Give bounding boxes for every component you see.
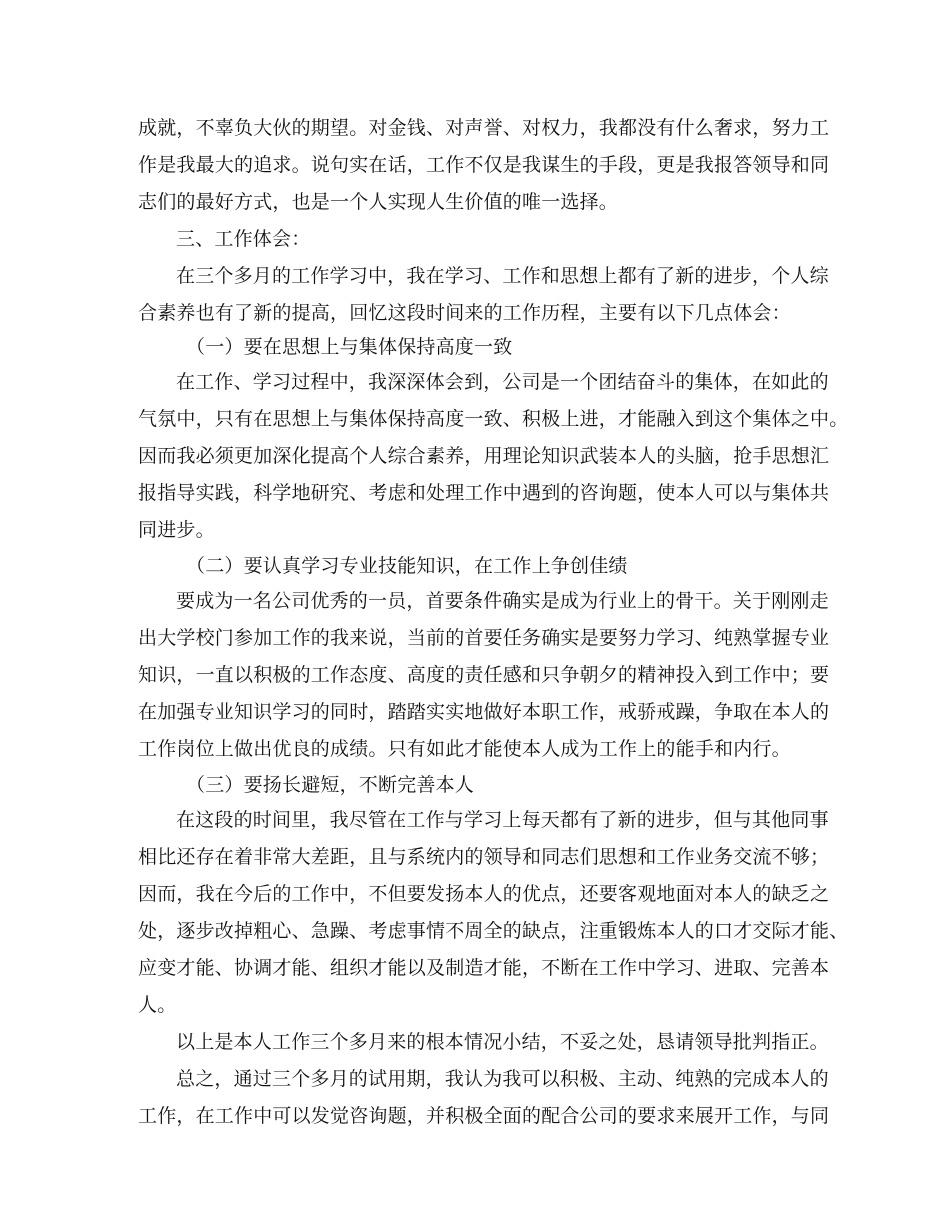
text-line: 同进步。 <box>138 519 215 541</box>
subsection-heading: （三）要扬长避短，不断完善本人 <box>186 774 475 796</box>
text-line: 要成为一名公司优秀的一员，首要条件确实是成为行业上的骨干。关于刚刚走 <box>176 590 829 612</box>
text-line: 工作岗位上做出优良的成绩。只有如此才能使本人成为工作上的能手和内行。 <box>138 738 791 760</box>
text-line: 因而我必须更加深化提高个人综合素养，用理论知识武装本人的头脑，抢手思想汇 <box>138 445 830 467</box>
subsection-heading: （一）要在思想上与集体保持高度一致 <box>186 336 513 358</box>
text-line: 总之，通过三个多月的试用期，我认为我可以积极、主动、纯熟的完成本人的 <box>176 1068 829 1090</box>
text-line: 合素养也有了新的提高，回忆这段时间来的工作历程，主要有以下几点体会： <box>138 302 791 324</box>
text-line: 在工作、学习过程中，我深深体会到，公司是一个团结奋斗的集体，在如此的 <box>176 371 829 393</box>
text-line: 因而，我在今后的工作中，不但要发扬本人的优点，还要客观地面对本人的缺乏之 <box>138 883 830 905</box>
text-line: 在加强专业知识学习的同时，踏踏实实地做好本职工作，戒骄戒躁，争取在本人的 <box>138 701 830 723</box>
text-line: 出大学校门参加工作的我来说，当前的首要任务确实是要努力学习、纯熟掌握专业 <box>138 627 830 649</box>
text-line: 作是我最大的追求。说句实在话，工作不仅是我谋生的手段，更是我报答领导和同 <box>138 154 830 176</box>
text-line: 工作，在工作中可以发觉咨询题，并积极全面的配合公司的要求来展开工作，与同 <box>138 1105 830 1127</box>
subsection-heading: （二）要认真学习专业技能知识，在工作上争创佳绩 <box>186 555 628 577</box>
text-line: 在三个多月的工作学习中，我在学习、工作和思想上都有了新的进步，个人综 <box>176 265 829 287</box>
text-line: 处，逐步改掉粗心、急躁、考虑事情不周全的缺点，注重锻炼本人的口才交际才能、 <box>138 920 849 942</box>
text-line: 气氛中，只有在思想上与集体保持高度一致、积极上进，才能融入到这个集体之中。 <box>138 408 849 430</box>
text-line: 在这段的时间里，我尽管在工作与学习上每天都有了新的进步，但与其他同事 <box>176 809 829 831</box>
text-line: 相比还存在着非常大差距，且与系统内的领导和同志们思想和工作业务交流不够； <box>138 846 830 868</box>
text-line: 报指导实践，科学地研究、考虑和处理工作中遇到的咨询题，使本人可以与集体共 <box>138 482 830 504</box>
text-line: 应变才能、协调才能、组织才能以及制造才能，不断在工作中学习、进取、完善本 <box>138 957 830 979</box>
text-line: 知识，一直以积极的工作态度、高度的责任感和只争朝夕的精神投入到工作中；要 <box>138 664 830 686</box>
text-line: 人。 <box>138 994 177 1016</box>
section-heading: 三、工作体会： <box>176 228 311 250</box>
text-line: 志们的最好方式，也是一个人实现人生价值的唯一选择。 <box>138 191 619 213</box>
text-line: 成就，不辜负大伙的期望。对金钱、对声誉、对权力，我都没有什么奢求，努力工 <box>138 117 830 139</box>
text-line: 以上是本人工作三个多月来的根本情况小结，不妥之处，恳请领导批判指正。 <box>176 1031 829 1053</box>
